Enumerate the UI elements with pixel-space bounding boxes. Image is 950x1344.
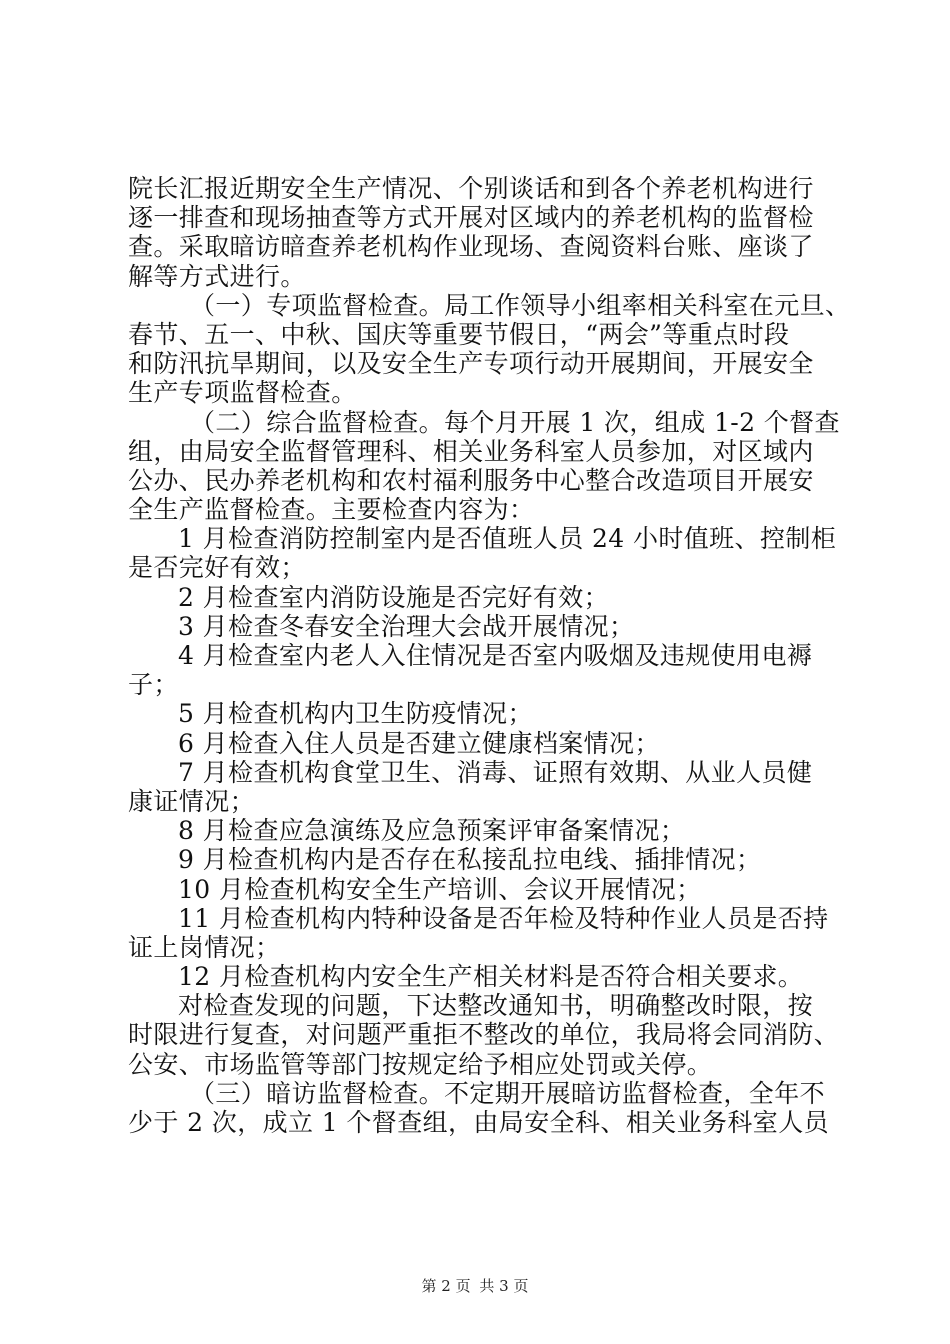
- text-line: （三）暗访监督检查。不定期开展暗访监督检查，全年不: [190, 1078, 826, 1108]
- text-line: 4 月检查室内老人入住情况是否室内吸烟及违规使用电褥: [178, 641, 813, 670]
- text-line: 对检查发现的问题，下达整改通知书，明确整改时限，按: [178, 991, 814, 1021]
- text-line: 时限进行复查，对问题严重拒不整改的单位，我局将会同消防、: [128, 1020, 840, 1050]
- page-total: 共 3 页: [479, 1277, 529, 1295]
- text-line: （二）综合监督检查。每个月开展 1 次，组成 1-2 个督查: [190, 407, 840, 437]
- text-line: 查。采取暗访暗查养老机构作业现场、查阅资料台账、座谈了: [128, 232, 814, 262]
- text-line: 10 月检查机构安全生产培训、会议开展情况；: [178, 874, 702, 904]
- text-line: 是否完好有效；: [128, 553, 306, 583]
- text-line: 9 月检查机构内是否存在私接乱拉电线、插排情况；: [178, 845, 762, 875]
- text-line: 8 月检查应急演练及应急预案评审备案情况；: [178, 816, 686, 846]
- page-number: 第 2 页: [421, 1277, 471, 1295]
- text-line: 解等方式进行。: [128, 261, 306, 291]
- text-line: 组，由局安全监督管理科、相关业务科室人员参加，对区域内: [128, 436, 814, 466]
- text-line: 12 月检查机构内安全生产相关材料是否符合相关要求。: [178, 962, 804, 992]
- text-line: 1 月检查消防控制室内是否值班人员 24 小时值班、控制柜: [178, 524, 837, 554]
- text-line: 公办、民办养老机构和农村福利服务中心整合改造项目开展安: [128, 465, 814, 495]
- text-line: 全生产监督检查。主要检查内容为：: [128, 495, 535, 525]
- text-line: 生产专项监督检查。: [128, 378, 357, 408]
- text-line: 和防汛抗旱期间，以及安全生产专项行动开展期间，开展安全: [128, 349, 814, 379]
- text-line: 6 月检查入住人员是否建立健康档案情况；: [178, 728, 660, 758]
- page-footer: [0, 1275, 950, 1296]
- text-line: 3 月检查冬春安全治理大会战开展情况；: [178, 611, 635, 641]
- text-line: （一）专项监督检查。局工作领导小组率相关科室在元旦、: [190, 290, 851, 320]
- text-line: 公安、市场监管等部门按规定给予相应处罚或关停。: [128, 1049, 713, 1079]
- document-body: [128, 174, 851, 1137]
- text-line: 证上岗情况；: [128, 932, 281, 962]
- text-line: 春节、五一、中秋、国庆等重要节假日，“两会”等重点时段: [128, 319, 790, 349]
- text-line: 2 月检查室内消防设施是否完好有效；: [178, 582, 610, 612]
- text-line: 逐一排查和现场抽查等方式开展对区域内的养老机构的监督检: [128, 203, 814, 233]
- text-line: 7 月检查机构食堂卫生、消毒、证照有效期、从业人员健: [178, 757, 813, 787]
- text-line: 康证情况；: [128, 786, 256, 816]
- text-line: 院长汇报近期安全生产情况、个别谈话和到各个养老机构进行: [128, 174, 814, 203]
- text-line: 11 月检查机构内特种设备是否年检及特种作业人员是否持: [178, 903, 829, 933]
- text-line: 子；: [128, 670, 179, 700]
- text-line: 5 月检查机构内卫生防疫情况；: [178, 699, 533, 729]
- text-line: 少于 2 次，成立 1 个督查组，由局安全科、相关业务科室人员: [128, 1108, 830, 1137]
